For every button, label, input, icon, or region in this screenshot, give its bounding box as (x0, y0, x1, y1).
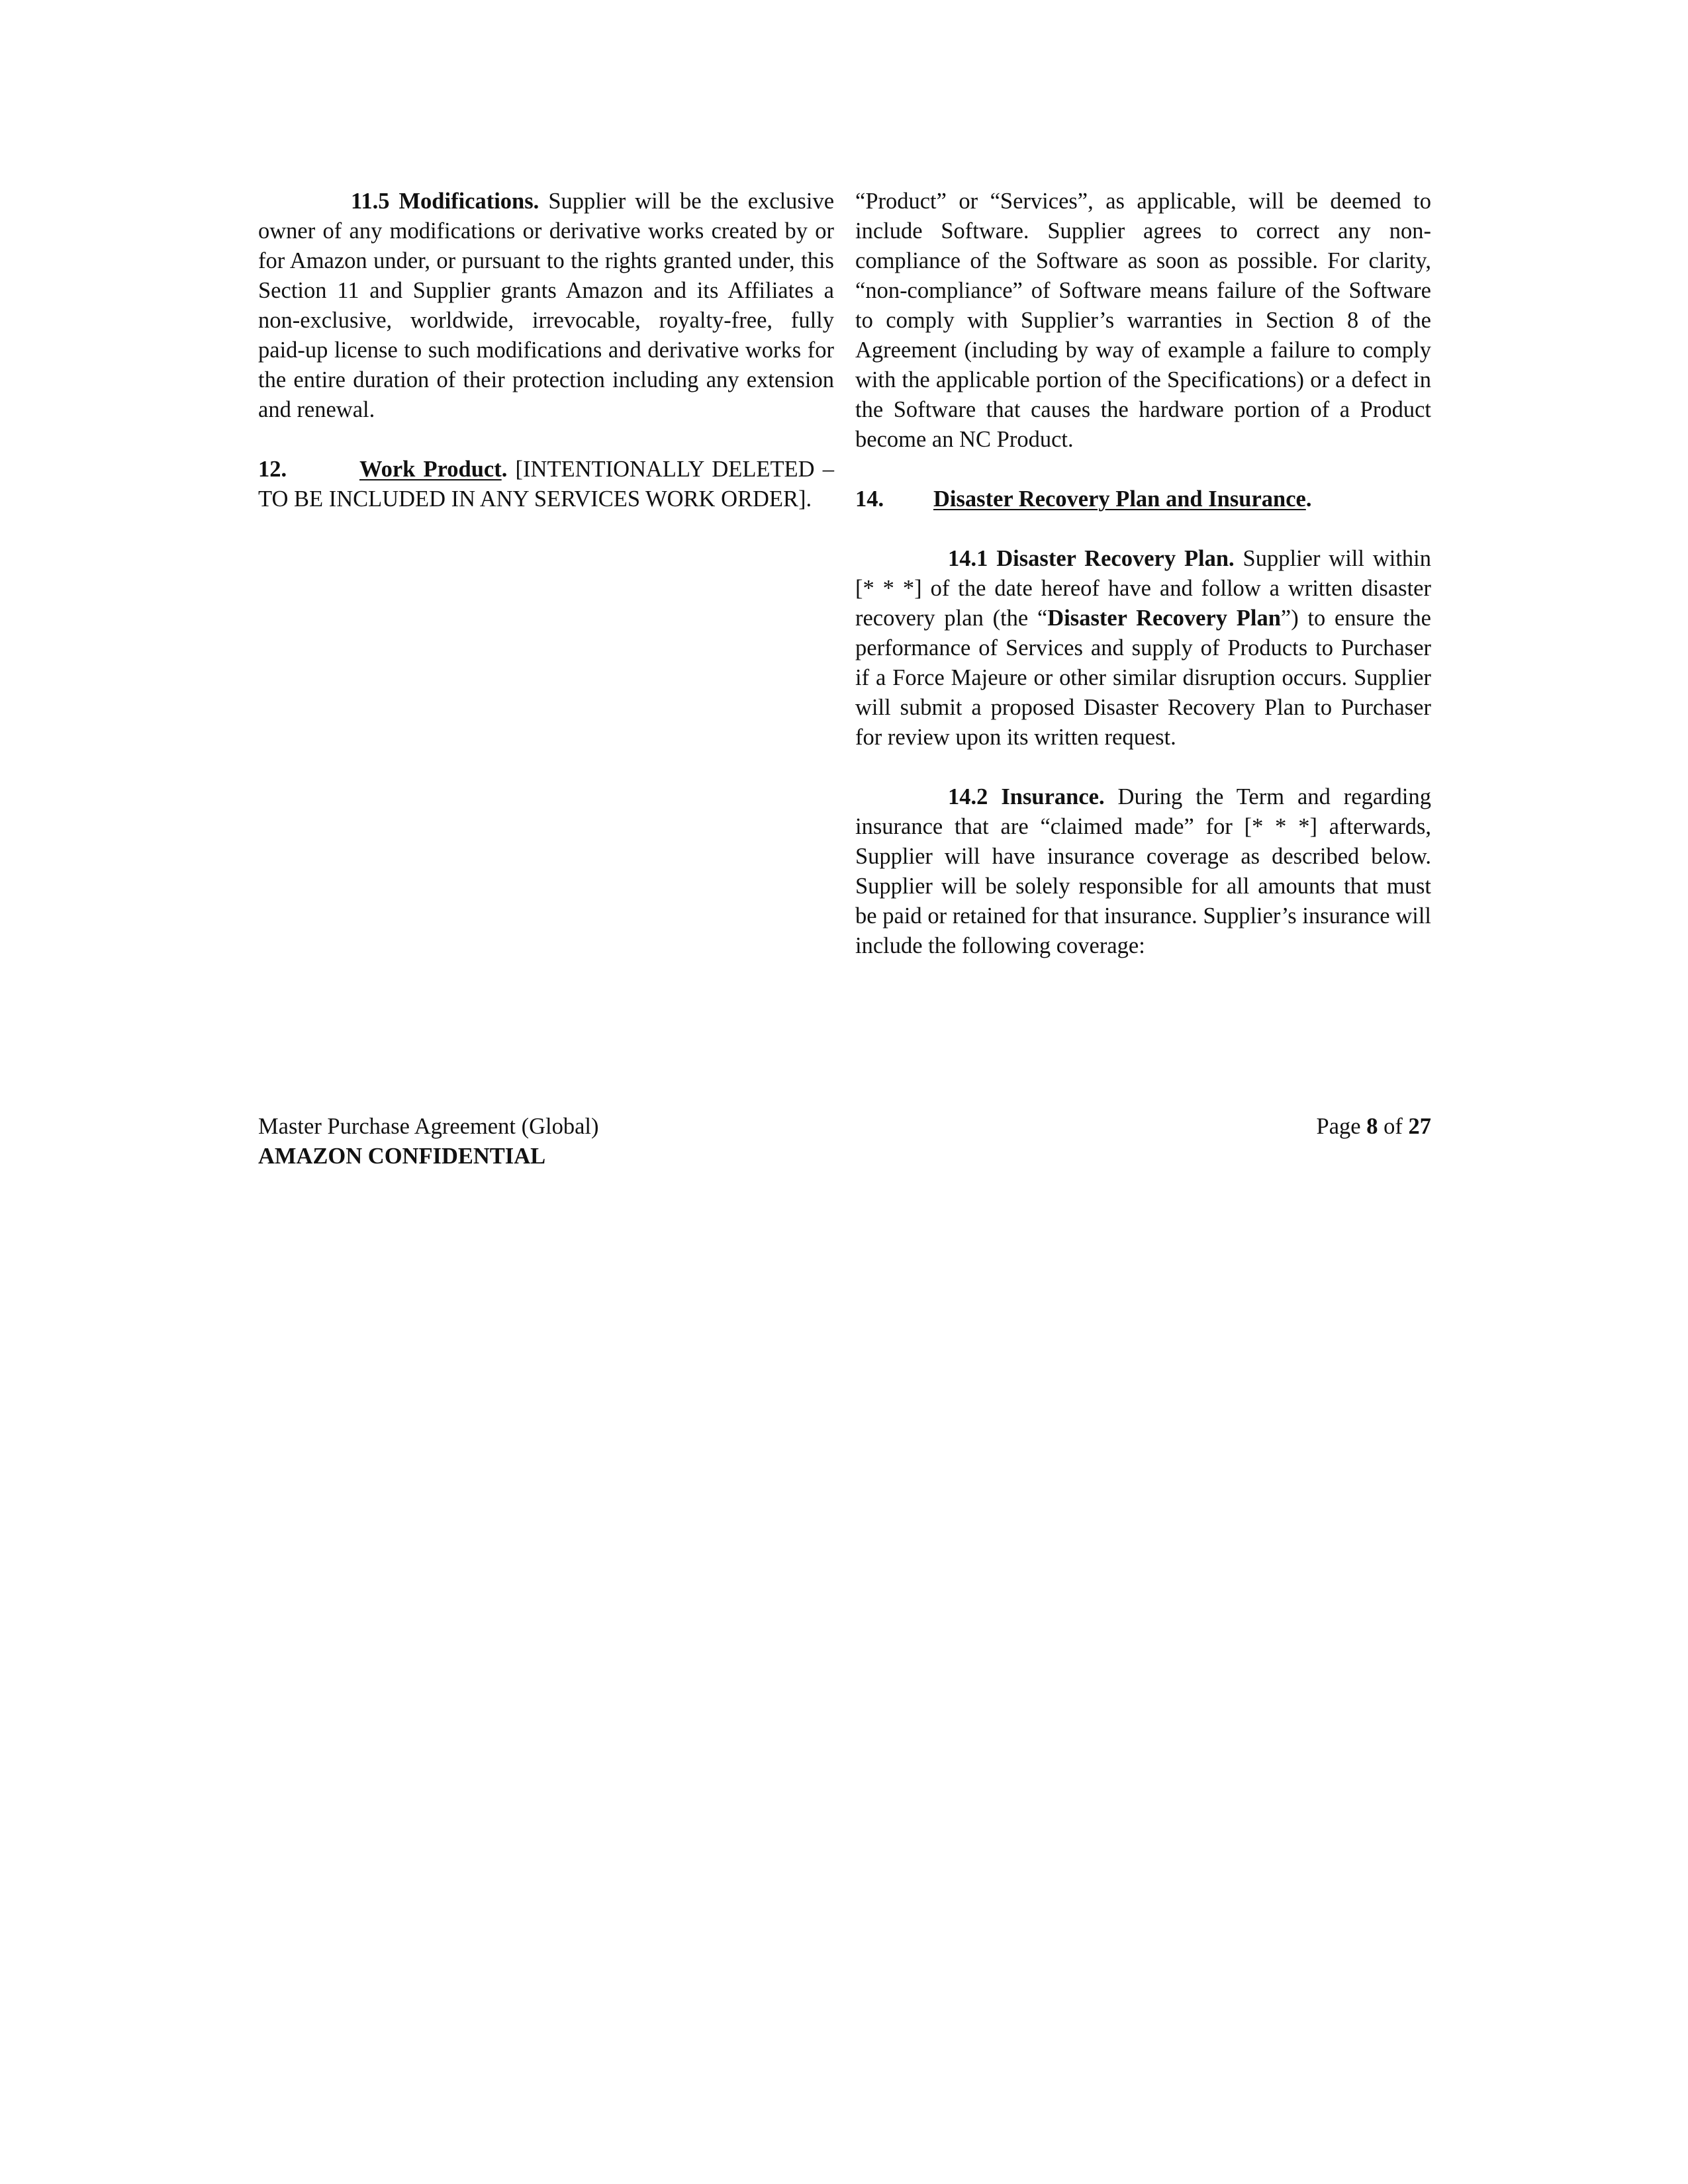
right-column (855, 187, 1431, 961)
section-14-number: 14. (855, 486, 884, 512)
section-12-title: Work Product (359, 457, 502, 482)
section-14-2-heading: 14.2 Insurance. (948, 784, 1105, 809)
left-column (258, 187, 834, 514)
footer-left (258, 1112, 598, 1171)
footer-doc-title: Master Purchase Agreement (Global) (258, 1114, 599, 1139)
section-14-title-end: . (1305, 486, 1312, 512)
section-14-title: Disaster Recovery Plan and Insurance (933, 486, 1306, 512)
page-number (1317, 1112, 1431, 1142)
page-current: 8 (1366, 1114, 1378, 1139)
page-label: Page (1316, 1114, 1367, 1139)
section-14-2-body: During the Term and regarding insurance that are “claimed made” for [* * *] afterwards, Supplier will have insurance coverage as described below. Supplier will be solely responsible for all amounts that must be paid or retained for that insurance. Supplier’s insurance will include the following coverage: (855, 784, 1431, 958)
section-14-1 (855, 544, 1431, 752)
section-12-number: 12. (258, 457, 287, 482)
page-of: of (1378, 1114, 1409, 1139)
section-12 (258, 455, 834, 514)
section-14-2 (855, 782, 1431, 961)
section-12-body: [INTENTIONALLY DELETED – TO BE INCLUDED IN ANY SERVICES WORK ORDER]. (258, 457, 834, 512)
section-14-heading (855, 484, 1431, 514)
page-total: 27 (1408, 1114, 1431, 1139)
footer-confidential: AMAZON CONFIDENTIAL (258, 1144, 546, 1169)
section-14-1-defined-term: Disaster Recovery Plan (1047, 606, 1281, 631)
section-12-title-end: . (501, 457, 508, 482)
section-14-1-heading: 14.1 Disaster Recovery Plan. (948, 546, 1235, 571)
section-11-5-body: Supplier will be the exclusive owner of any modifications or derivative works created by or for Amazon under, or pursuant to the rights granted under, this Section 11 and Supplier grants Amazon and its Affiliates a non-exclusive, worldwide, irrevocable, royalty-free, fully paid-up license to such modifications and derivative works for the entire duration of their protection including any extension and renewal. (258, 189, 835, 422)
section-14-1-body-a: Supplier will within [* * *] of the date hereof have and follow a written disaster recovery plan (the “ (855, 546, 1432, 631)
section-14-1-body-b: ”) to ensure the performance of Services and supply of Products to Purchaser if a Force Majeure or other similar disruption occurs. Supplier will submit a proposed Disaster Recovery Plan to Purchaser for review upon its written request. (855, 606, 1431, 750)
section-11-5-heading: 11.5 Modifications. (351, 189, 539, 214)
page-footer (258, 1112, 1431, 1171)
section-11-5 (258, 187, 834, 425)
section-13-continuation: “Product” or “Services”, as applicable, will be deemed to include Software. Supplier agrees to correct any non-compliance of the Software as soon as possible. For clarity, “non-compliance” of Software means failure of the Software to comply with Supplier’s warranties in Section 8 of the Agreement (including by way of example a failure to comply with the applicable portion of the Specifications) or a defect in the Software that causes the hardware portion of a Product become an NC Product. (855, 189, 1431, 452)
